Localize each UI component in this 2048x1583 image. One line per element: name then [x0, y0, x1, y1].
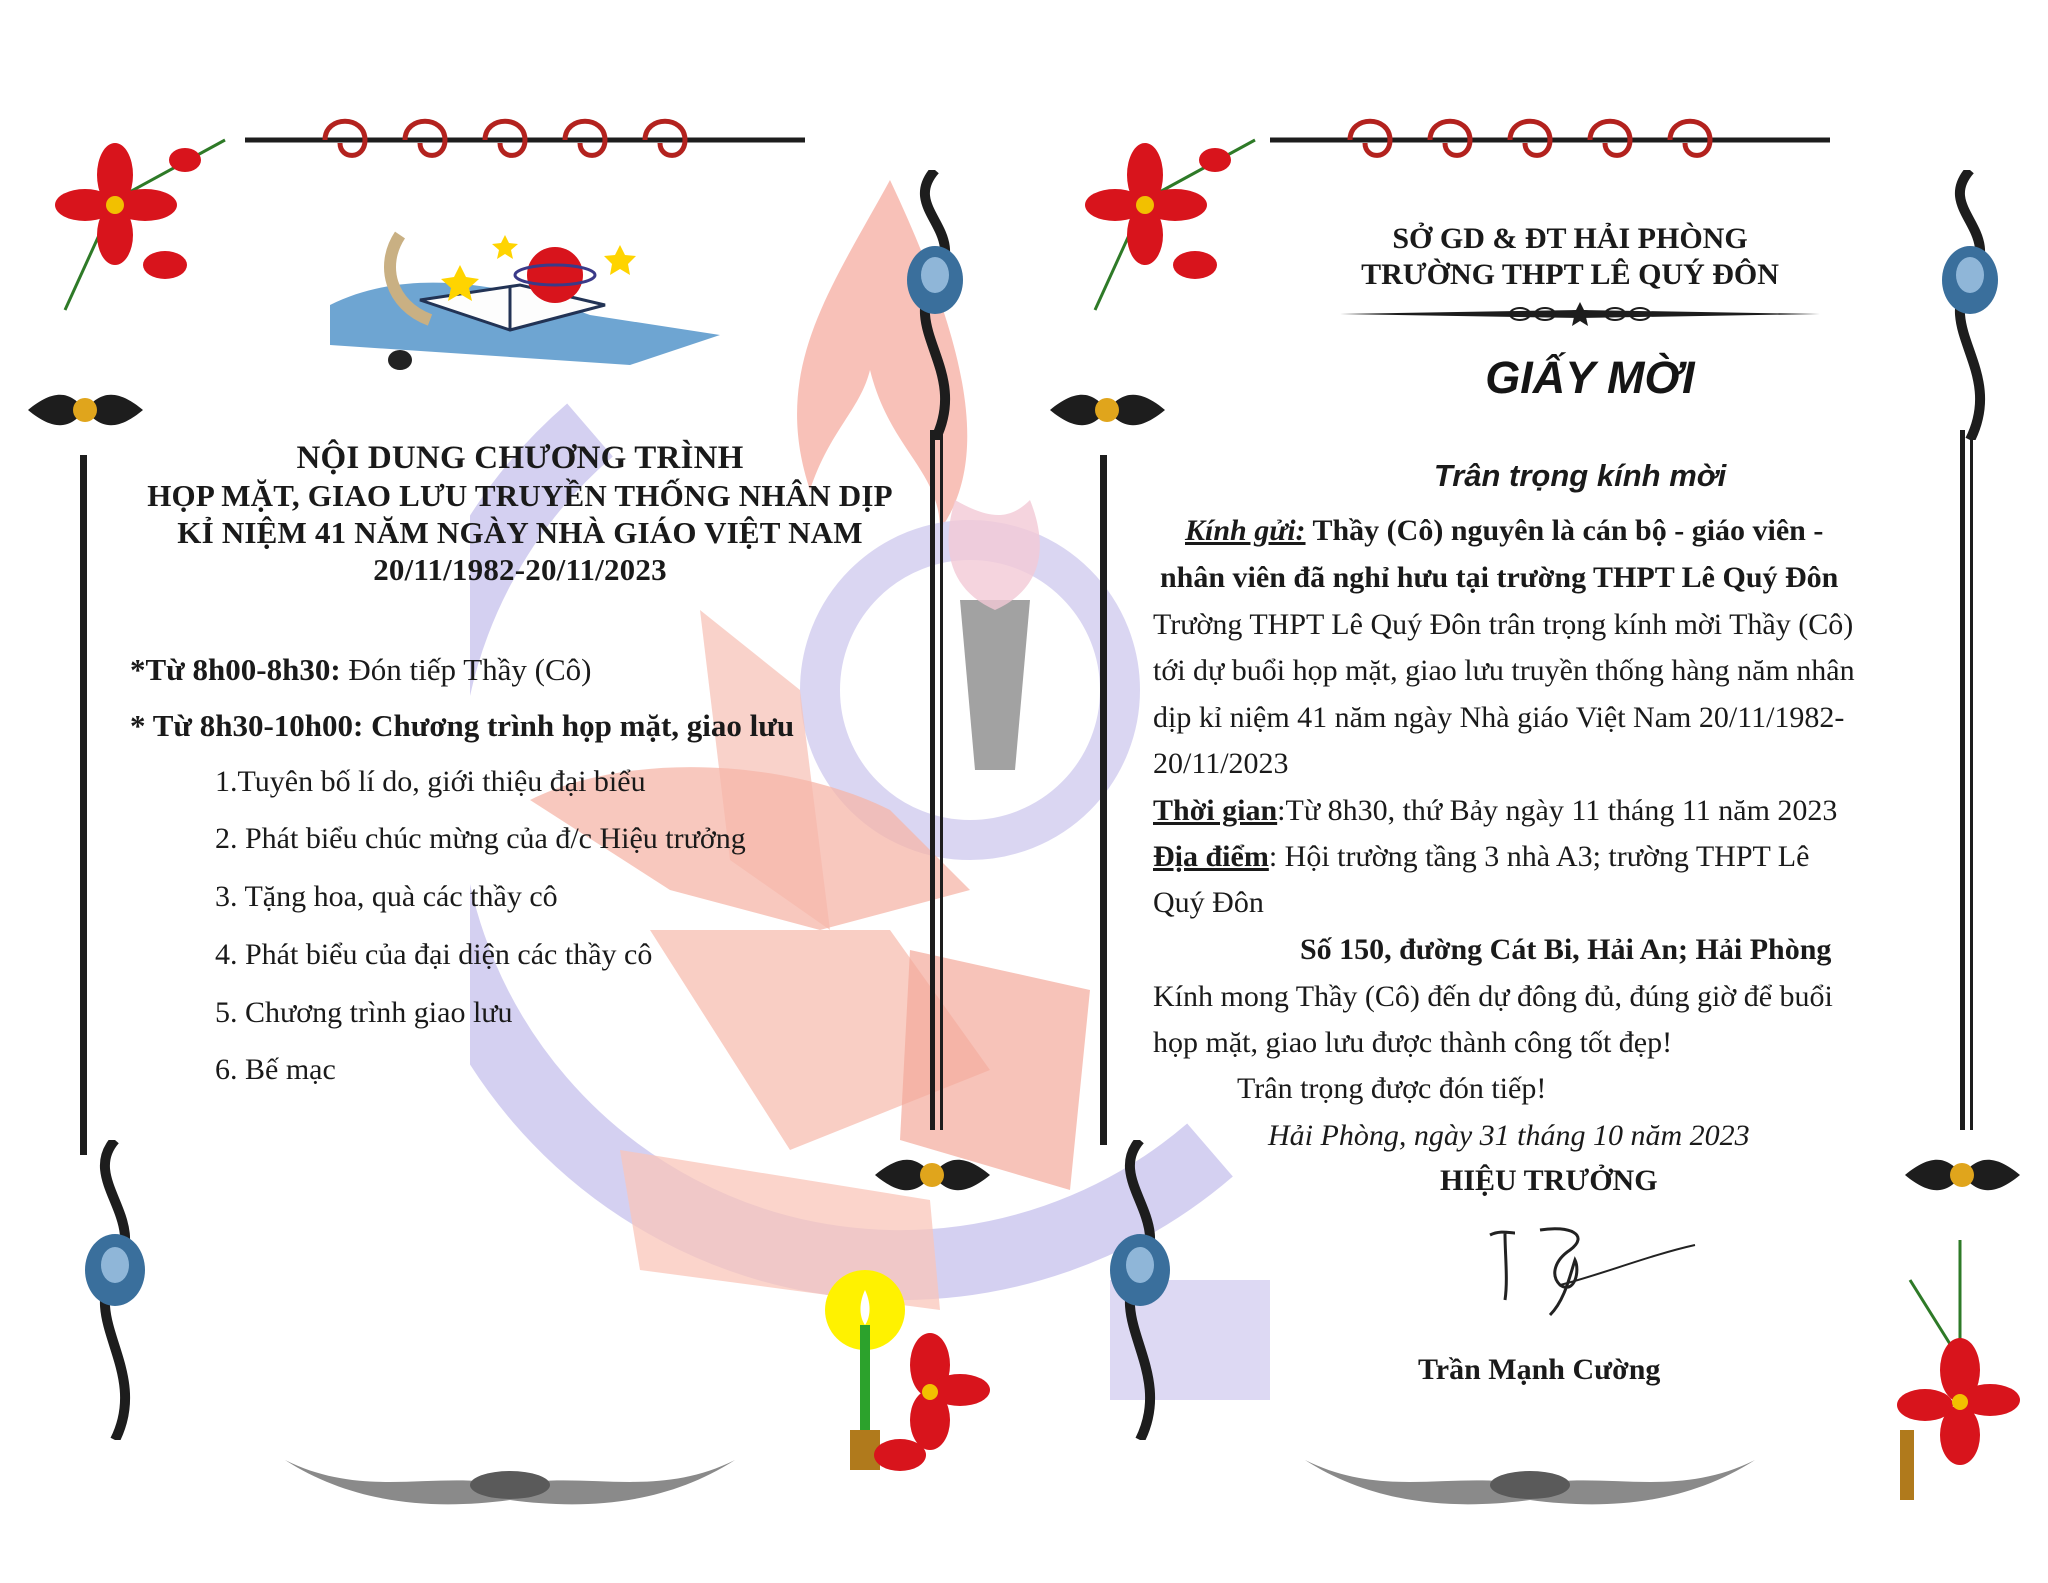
program-heading [110, 440, 930, 588]
place-value: : Hội trường tầng 3 nhà A3; trường THPT Lê [1268, 840, 1810, 873]
tribal-ornament-icon [28, 365, 143, 455]
program-item: 3. Tặng hoa, quà các thầy cô [215, 880, 558, 913]
schedule-slot-1-desc: Đón tiếp Thầy (Cô) [340, 652, 592, 687]
body-line: dịp kỉ niệm 41 năm ngày Nhà giáo Việt Nam 20/11/1982- [1153, 701, 1845, 734]
frame-line-right-inner [940, 430, 943, 1130]
program-heading-line1: NỘI DUNG CHƯƠNG TRÌNH [296, 440, 744, 476]
book-globe-emblem [330, 225, 720, 375]
blue-rose-icon [60, 1140, 170, 1440]
org-line-1: SỞ GD & ĐT HẢI PHÒNG [1392, 222, 1748, 255]
program-heading-line3: KỈ NIỆM 41 NĂM NGÀY NHÀ GIÁO VIỆT NAM [177, 515, 863, 550]
program-item: 2. Phát biểu chúc mừng của đ/c Hiệu trưởng [215, 822, 746, 855]
signer-name: Trần Mạnh Cường [1418, 1353, 1661, 1386]
schedule-slot-2 [130, 708, 794, 744]
closing-line-2: họp mặt, giao lưu được thành công tốt đẹp! [1153, 1026, 1673, 1059]
frame-line-left [1100, 455, 1107, 1145]
schedule-slot-1 [130, 652, 592, 688]
body-line: tới dự buổi họp mặt, giao lưu truyền thống hàng năm nhân [1153, 654, 1855, 687]
body-line: Trường THPT Lê Quý Đôn trân trọng kính mời Thầy (Cô) [1153, 608, 1854, 641]
place-label: Địa điểm [1153, 840, 1269, 873]
program-heading-line4: 20/11/1982-20/11/2023 [373, 552, 667, 587]
program-item: 5. Chương trình giao lưu [215, 996, 513, 1029]
signer-title: HIỆU TRƯỞNG [1440, 1164, 1658, 1197]
tribal-ornament-icon [875, 1130, 990, 1220]
poinsettia-corner-icon [1890, 1240, 2030, 1510]
blue-rose-icon [1085, 1140, 1195, 1440]
frame-line-left [80, 455, 87, 1155]
invitation-title: GIẤY MỜI [1485, 352, 1695, 403]
closing-line-3: Trân trọng được đón tiếp! [1237, 1072, 1547, 1105]
blue-rose-icon [1915, 170, 2025, 440]
top-scroll-ornament [1270, 105, 1830, 165]
bottom-tribal-ornament [285, 1440, 735, 1510]
body-line: 20/11/2023 [1153, 747, 1289, 780]
schedule-slot-1-time: *Từ 8h00-8h30: [130, 652, 341, 687]
program-item: 4. Phát biểu của đại diện các thầy cô [215, 938, 653, 971]
closing-line-1: Kính mong Thầy (Cô) đến dự đông đủ, đúng giờ để buổi [1153, 980, 1833, 1013]
blue-rose-icon [880, 170, 990, 440]
poinsettia-corner-icon [1075, 120, 1275, 330]
address: Số 150, đường Cát Bi, Hải An; Hải Phòng [1300, 933, 1832, 966]
tribal-ornament-icon [1050, 365, 1165, 455]
time-label: Thời gian [1153, 794, 1278, 827]
signature-graphic [1480, 1215, 1700, 1325]
program-item: 1.Tuyên bố lí do, giới thiệu đại biểu [215, 765, 646, 798]
schedule-slot-2-text: * Từ 8h30-10h00: Chương trình họp mặt, giao lưu [130, 708, 795, 743]
time-line [1153, 788, 1943, 834]
recipient-text-1: Thầy (Cô) nguyên là cán bộ - giáo viên - [1305, 514, 1824, 547]
place-line-2: Quý Đôn [1153, 886, 1264, 919]
recipient-line-1 [1185, 508, 1975, 554]
place-line [1153, 834, 1943, 880]
program-heading-line2: HỌP MẶT, GIAO LƯU TRUYỀN THỐNG NHÂN DỊP [147, 478, 893, 513]
recipient-label: Kính gửi: [1185, 514, 1306, 547]
invitation-greeting: Trân trọng kính mời [1433, 458, 1727, 493]
title-divider [1340, 300, 1820, 328]
program-item: 6. Bế mạc [215, 1053, 336, 1086]
top-scroll-ornament [245, 105, 805, 165]
time-value: :Từ 8h30, thứ Bảy ngày 11 tháng 11 năm 2023 [1277, 794, 1838, 827]
place-date: Hải Phòng, ngày 31 tháng 10 năm 2023 [1268, 1119, 1750, 1152]
candle-poinsettia-icon [820, 1270, 990, 1500]
poinsettia-corner-icon [45, 120, 245, 330]
recipient-line-2: nhân viên đã nghỉ hưu tại trường THPT Lê Quý Đôn [1160, 561, 1839, 594]
bottom-tribal-ornament [1305, 1440, 1755, 1510]
frame-line-right [930, 430, 935, 1130]
tribal-ornament-icon [1905, 1130, 2020, 1220]
org-line-2: TRƯỜNG THPT LÊ QUÝ ĐÔN [1361, 258, 1779, 291]
